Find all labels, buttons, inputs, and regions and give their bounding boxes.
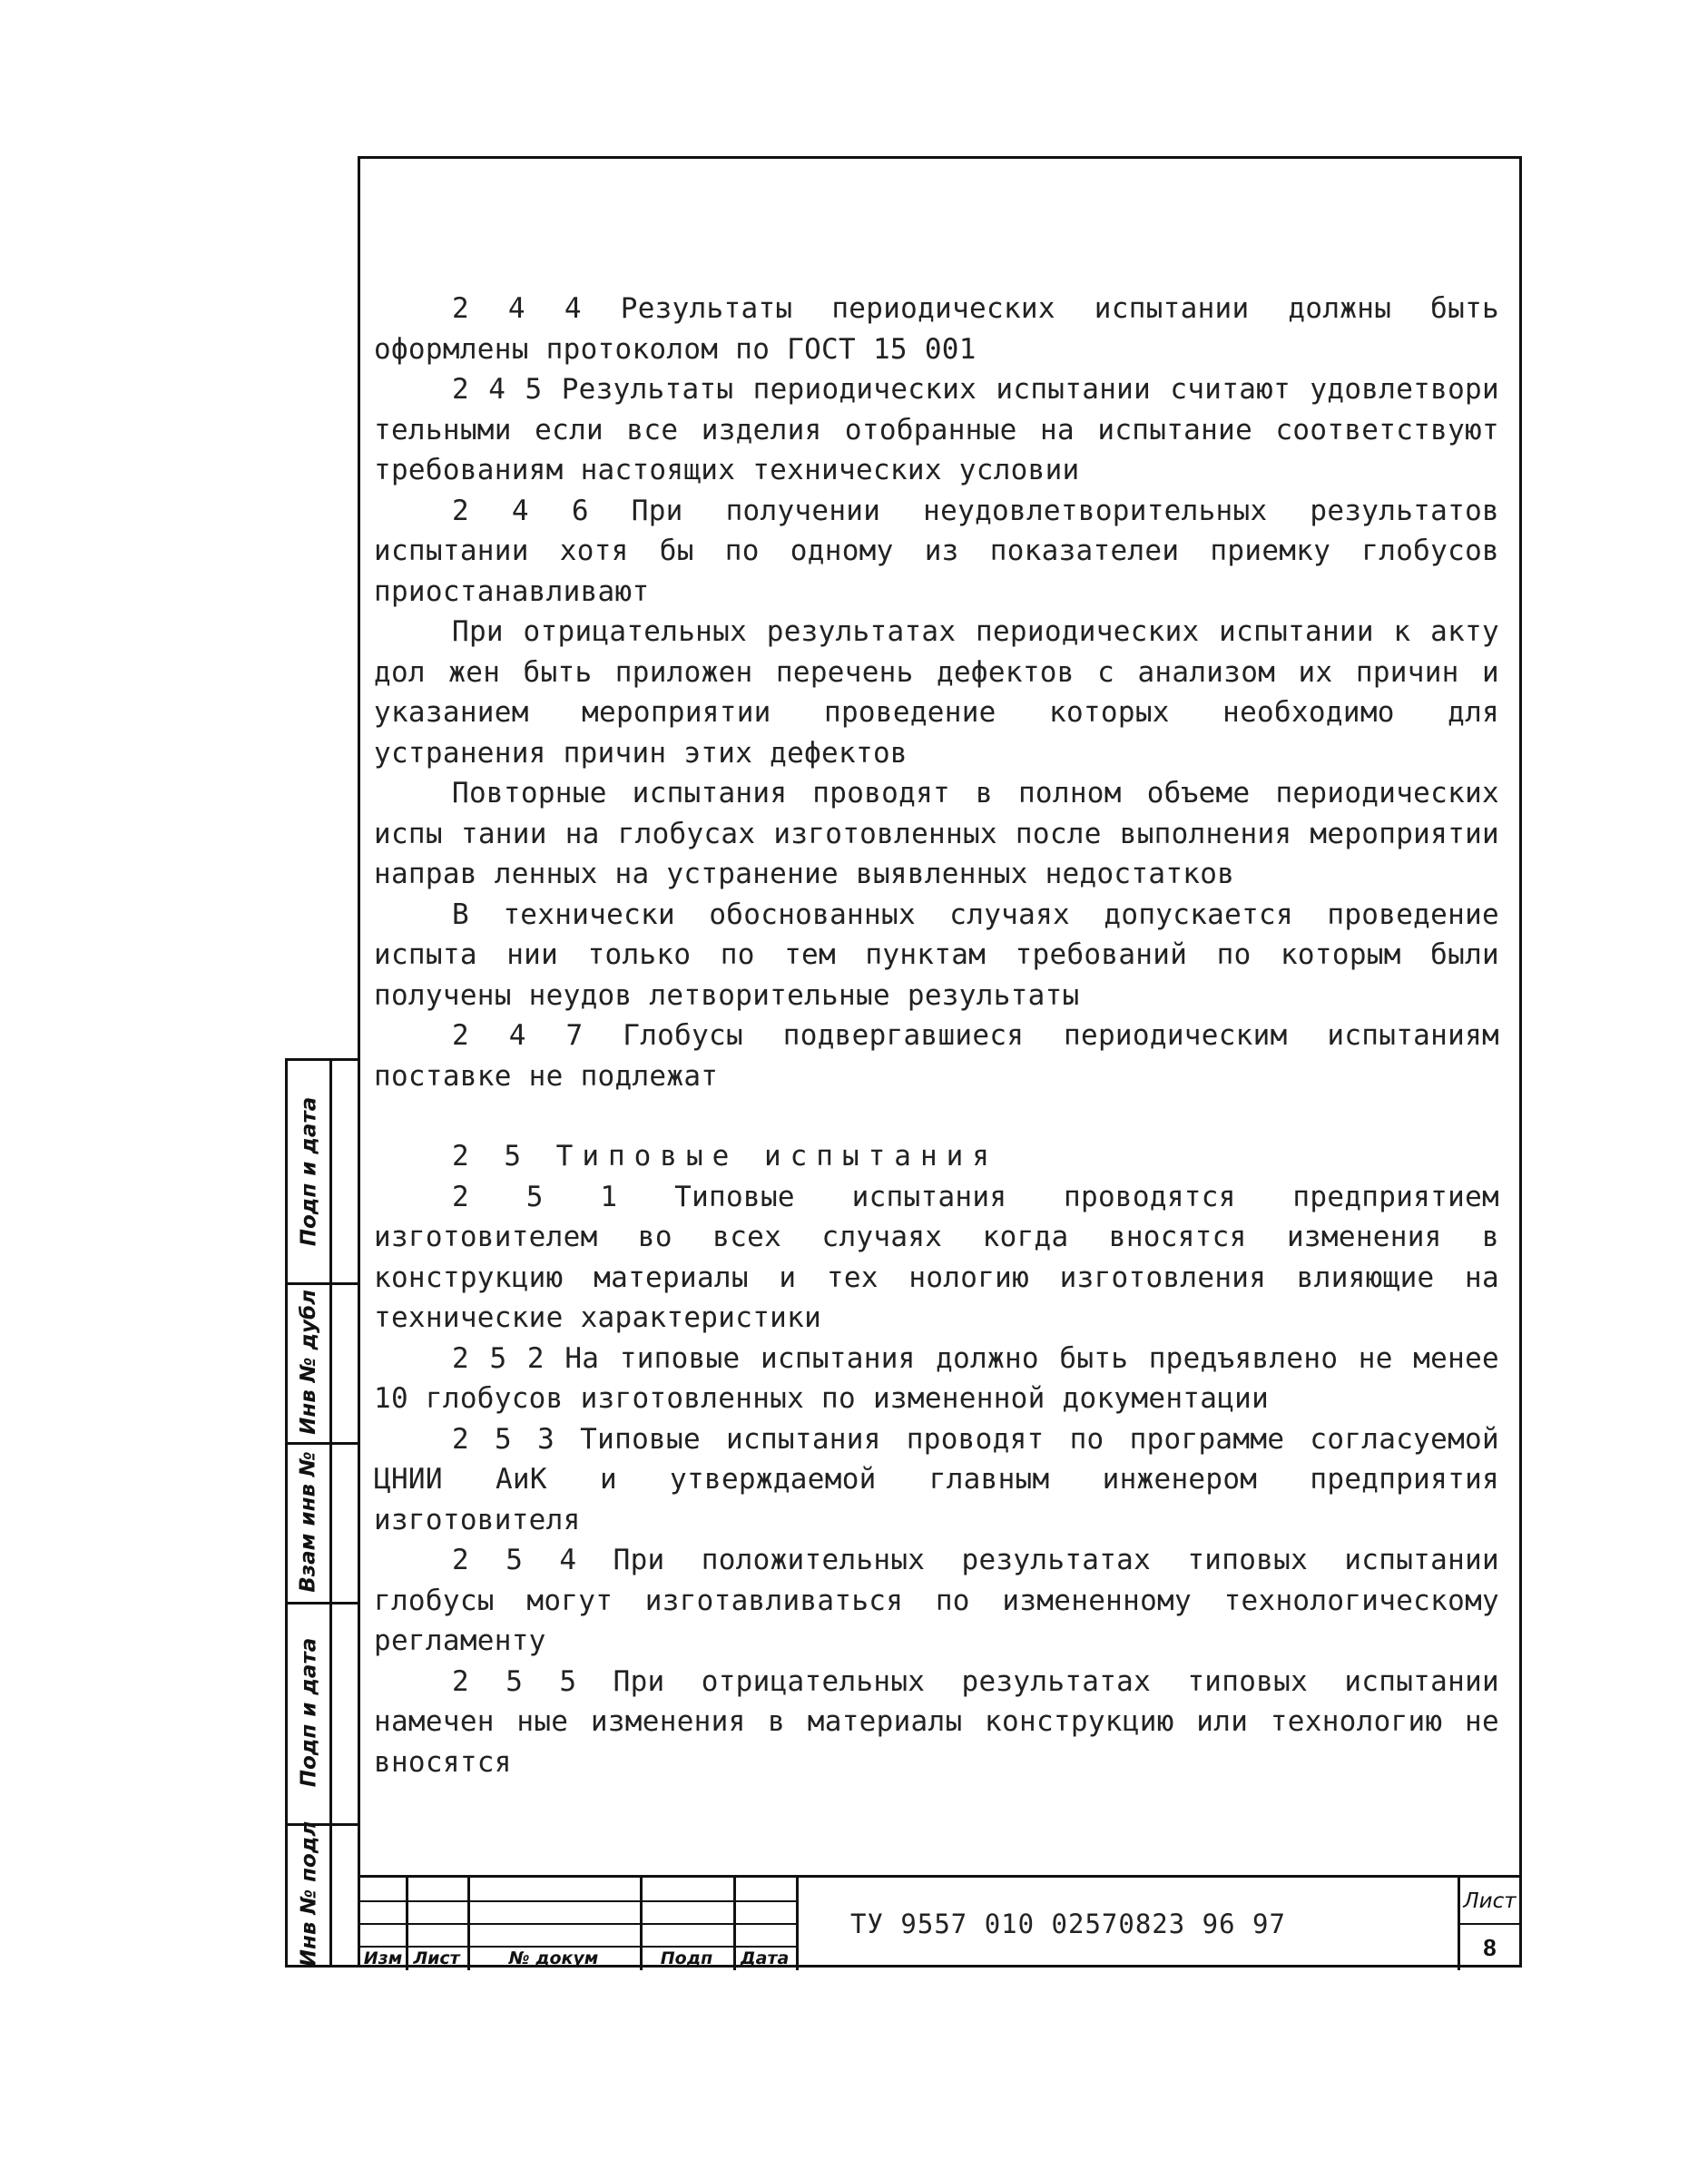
side-label-vzam-inv: Взам инв № bbox=[297, 1451, 320, 1593]
caption-list: Лист bbox=[413, 1948, 460, 1968]
binding-strip bbox=[285, 1058, 358, 1968]
stamp-row-line bbox=[360, 1923, 796, 1925]
paragraph-2-5-5: 2 5 5 При отрицательных результатах типовых испытании намечен ные изменения в материалы конструкцию или технологию не вносятся bbox=[374, 1664, 1499, 1779]
document-body bbox=[374, 289, 1499, 1782]
side-label-sign-date-1: Подп и дата bbox=[297, 1096, 320, 1247]
paragraph-2-4-5: 2 4 5 Результаты периодических испытании считают удовлетвори тельными если все изделия отобранные на испытание соответствуют требованиям настоящих технических условии bbox=[374, 373, 1499, 486]
caption-doc-no: № докум bbox=[508, 1948, 599, 1968]
paragraph-2-5-1: 2 5 1 Типовые испытания проводятся предприятием изготовителем во всех случаях когда вносятся изменения в конструкцию материалы и тех нологию изготовления влияющие на технические характеристики bbox=[374, 1180, 1499, 1334]
section-heading: 2 5 Типовые испытания bbox=[452, 1140, 998, 1173]
paragraph-negative-results: При отрицательных результатах периодических испытании к акту дол жен быть приложен перечень дефектов с анализом их причин и указанием мероприятии проведение которых необходимо для устранения причин этих дефектов bbox=[374, 615, 1499, 770]
stamp-row-line bbox=[360, 1900, 796, 1902]
sheet-number: 8 bbox=[1483, 1933, 1497, 1961]
caption-sign: Подп bbox=[660, 1948, 713, 1968]
paragraph-2-4-4: 2 4 4 Результаты периодических испытании должны быть оформлены протоколом по ГОСТ 15 001 bbox=[374, 292, 1499, 366]
document-code: ТУ 9557 010 02570823 96 97 bbox=[850, 1909, 1286, 1939]
paragraph-2-5-2: 2 5 2 На типовые испытания должно быть предъявлено не менее 10 глобусов изготовленных по измененной документации bbox=[374, 1341, 1499, 1415]
paragraph-2-5-4: 2 5 4 При положительных результатах типовых испытании глобусы могут изготавливаться по измененному технологическому регламенту bbox=[374, 1544, 1499, 1657]
paragraph-repeat-tests: Повторные испытания проводят в полном объеме периодических испы тании на глобусах изготовленных после выполнения мероприятии направ ленных на устранение выявленных недостатков bbox=[374, 777, 1499, 890]
paragraph-2-4-7: 2 4 7 Глобусы подвергавшиеся периодическим испытаниям поставке не подлежат bbox=[374, 1019, 1499, 1093]
side-label-inv-podl: Инв № подл bbox=[297, 1820, 320, 1968]
strip-divider bbox=[329, 1061, 332, 1965]
sheet-label: Лист bbox=[1463, 1889, 1517, 1913]
caption-izm: Изм bbox=[363, 1948, 403, 1968]
paragraph-justified-cases: В технически обоснованных случаях допускается проведение испыта нии только по тем пунктам требований по которым были получены неудов летворительные результаты bbox=[374, 898, 1499, 1012]
side-label-inv-dubl: Инв № дубл bbox=[297, 1290, 321, 1435]
caption-date: Дата bbox=[740, 1948, 790, 1968]
paragraph-2-5-3: 2 5 3 Типовые испытания проводят по программе согласуемой ЦНИИ АиК и утверждаемой главным инженером предприятия изготовителя bbox=[374, 1422, 1499, 1536]
side-label-sign-date-2: Подп и дата bbox=[297, 1637, 320, 1788]
title-block bbox=[360, 1875, 1519, 1970]
paragraph-2-4-6: 2 4 6 При получении неудовлетворительных результатов испытании хотя бы по одному из показателеи приемку глобусов приостанавливают bbox=[374, 494, 1499, 608]
